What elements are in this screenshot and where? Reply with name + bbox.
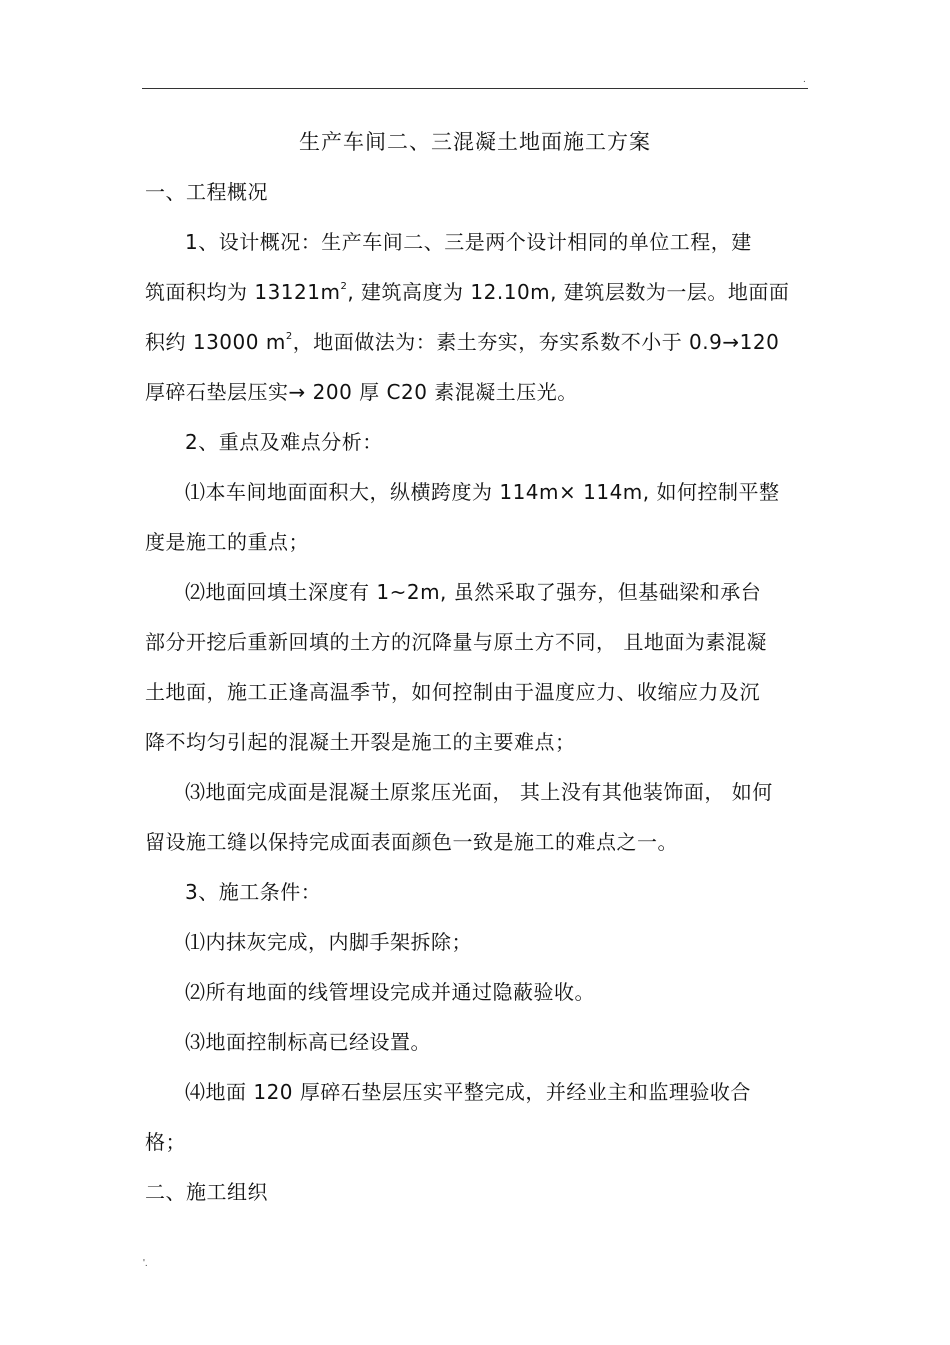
- paragraph-line: [145, 630, 767, 654]
- paragraph-line: [145, 1130, 186, 1154]
- paragraph-line: [185, 480, 780, 504]
- line-text: ，地面做法为：素土夯实，夯实系数不小于 0.9→120: [292, 330, 780, 354]
- section-heading: [145, 180, 268, 204]
- paragraph-line: [145, 330, 779, 354]
- paragraph-line: [145, 280, 789, 304]
- line-text: 降不均匀引起的混凝土开裂是施工的主要难点；: [145, 730, 576, 754]
- paragraph-line: [185, 1080, 751, 1104]
- paragraph-line: [185, 980, 595, 1004]
- line-text: , 建筑高度为 12.10m, 建筑层数为一层。地面面: [347, 280, 790, 304]
- line-text: ⑷地面 120 厚碎石垫层压实平整完成，并经业主和监理验收合: [185, 1080, 751, 1104]
- line-text: ⑴内抹灰完成，内脚手架拆除；: [185, 930, 472, 954]
- paragraph-line: [185, 580, 761, 604]
- line-text: 厚碎石垫层压实→ 200 厚 C20 素混凝土压光。: [145, 380, 578, 404]
- line-text: 筑面积均为 13121m: [145, 280, 341, 304]
- line-text: 度是施工的重点；: [145, 530, 309, 554]
- line-text: 格；: [145, 1130, 186, 1154]
- line-text: ⑶地面完成面是混凝土原浆压光面， 其上没有其他装饰面， 如何: [185, 780, 773, 804]
- paragraph-line: [145, 530, 309, 554]
- paragraph-line: [145, 830, 678, 854]
- paragraph-line: [145, 730, 576, 754]
- document-title: 生产车间二、三混凝土地面施工方案: [299, 130, 651, 154]
- line-text: 3、施工条件：: [185, 880, 322, 904]
- paragraph-line: [185, 1030, 431, 1054]
- line-text: 土地面，施工正逢高温季节，如何控制由于温度应力、收缩应力及沉: [145, 680, 760, 704]
- line-text: ⑶地面控制标高已经设置。: [185, 1030, 431, 1054]
- header-rule: [142, 88, 808, 89]
- line-text: 一、工程概况: [145, 180, 268, 204]
- paragraph-line: [185, 780, 773, 804]
- line-text: 积约 13000 m: [145, 330, 286, 354]
- section-heading: [145, 1180, 268, 1204]
- line-text: 1、设计概况：生产车间二、三是两个设计相同的单位工程，建: [185, 230, 752, 254]
- superscript: 2: [285, 331, 293, 342]
- sub-heading: [185, 880, 321, 904]
- paragraph-line: [145, 680, 760, 704]
- line-text: 2、重点及难点分析：: [185, 430, 383, 454]
- line-text: ⑴本车间地面面积大，纵横跨度为 114m× 114m, 如何控制平整: [185, 480, 780, 504]
- paragraph-line: [145, 380, 578, 404]
- footer-mark: '.: [143, 1258, 148, 1269]
- line-text: ⑵地面回填土深度有 1~2m, 虽然采取了强夯，但基础梁和承台: [185, 580, 762, 604]
- line-text: 留设施工缝以保持完成面表面颜色一致是施工的难点之一。: [145, 830, 678, 854]
- line-text: ⑵所有地面的线管埋设完成并通过隐蔽验收。: [185, 980, 595, 1004]
- line-text: 二、施工组织: [145, 1180, 268, 1204]
- paragraph-line: [185, 230, 752, 254]
- line-text: 部分开挖后重新回填的土方的沉降量与原土方不同， 且地面为素混凝: [145, 630, 767, 654]
- sub-heading: [185, 430, 383, 454]
- superscript: 2: [340, 281, 348, 292]
- paragraph-line: [185, 930, 472, 954]
- header-mark: .: [803, 74, 806, 85]
